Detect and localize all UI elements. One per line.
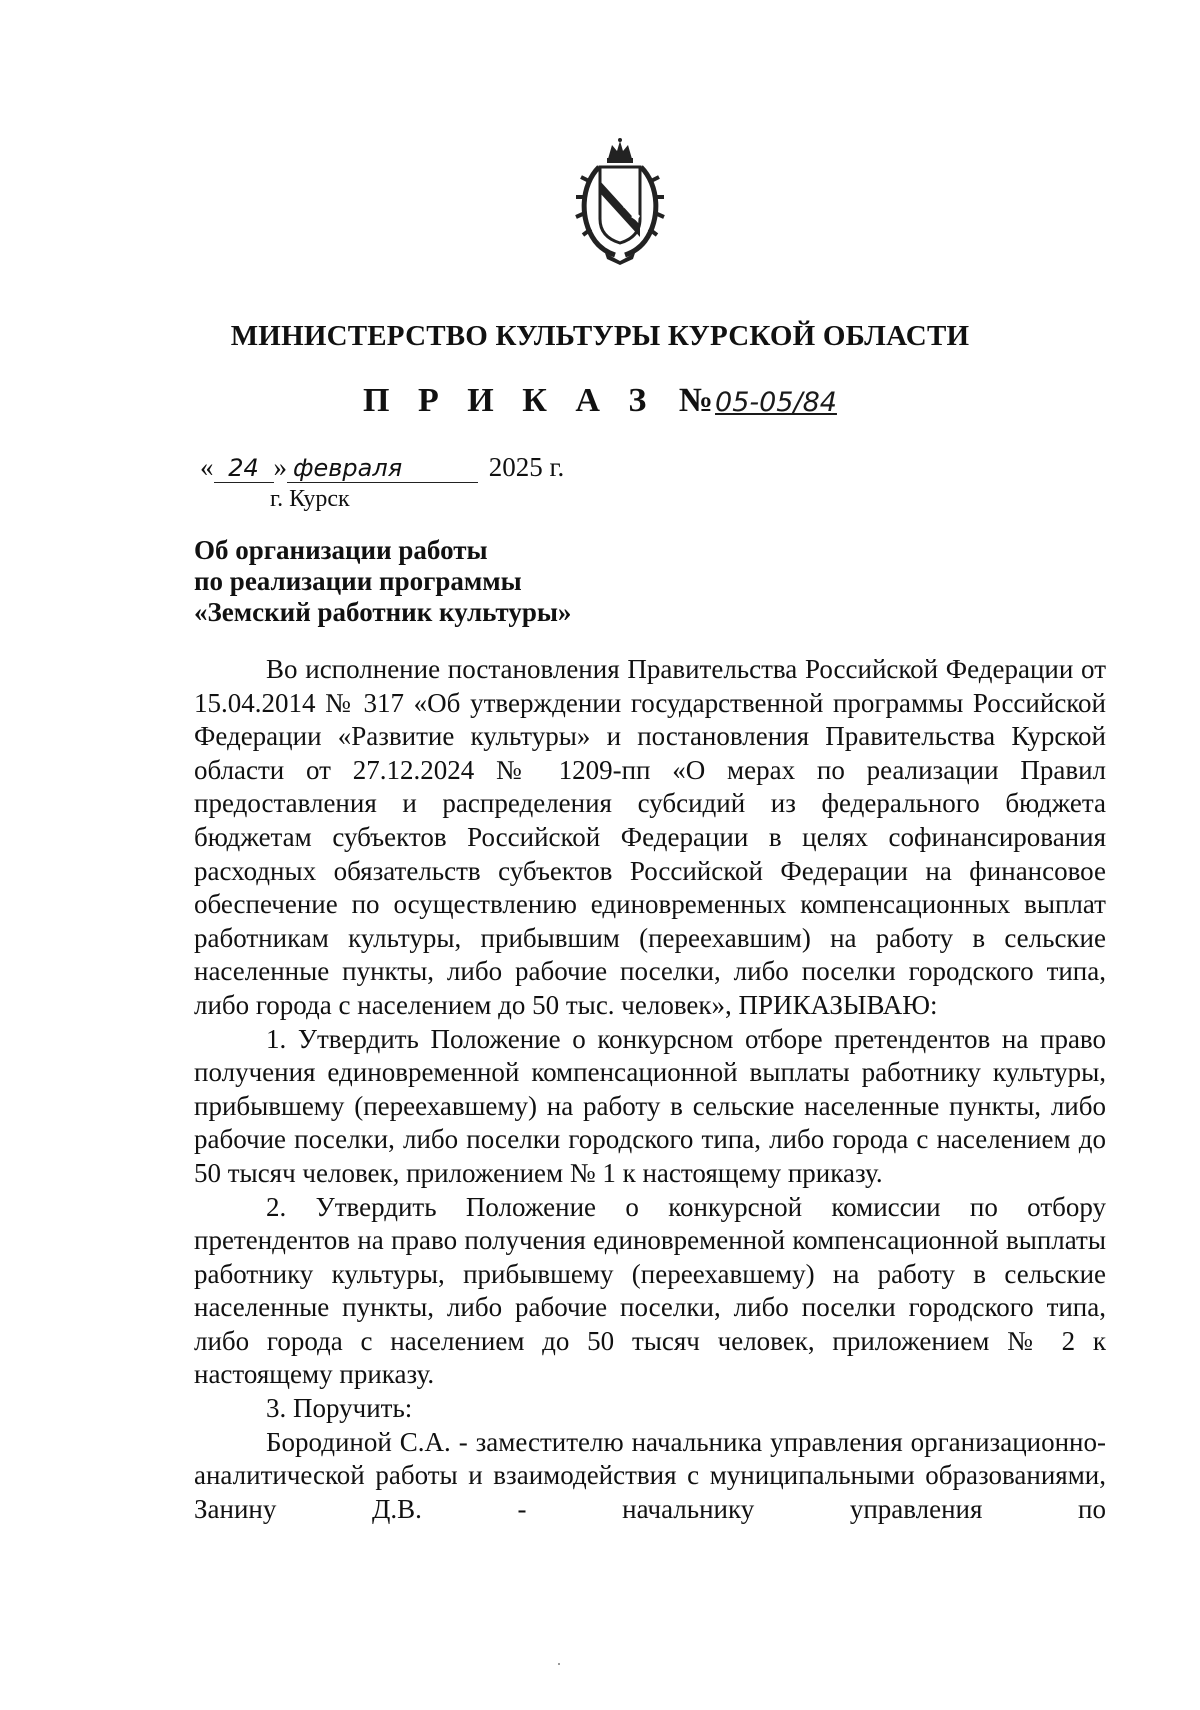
date-month: февраля <box>287 454 478 483</box>
order-number: 05-05/84 <box>715 387 837 418</box>
order-body <box>194 653 1106 1526</box>
order-date <box>200 452 564 483</box>
date-open-quote: « <box>200 452 214 482</box>
number-sign: № <box>678 382 714 419</box>
item-2-paragraph: 2. Утвердить Положение о конкурсной комиссии по отбору претендентов на право получения единовременной компенсационной выплаты работнику культуры, прибывшему (переехавшему) на работу в сельские населенные пункты, либо рабочие поселки, либо поселки городского типа, либо города с населением до 50 тысяч человек, приложением № 2 к настоящему приказу. <box>194 1191 1106 1390</box>
order-word: П Р И К А З <box>363 382 657 419</box>
order-title <box>0 382 1200 420</box>
item-3-text-paragraph: Бородиной С.А. - заместителю начальника управления организационно-аналитической работы и взаимодействия с муниципальными образованиями, Занину Д.В. - начальнику управления по <box>194 1426 1106 1524</box>
city: г. Курск <box>270 486 350 512</box>
page-mark <box>558 1663 560 1665</box>
preamble-paragraph: Во исполнение постановления Правительства Российской Федерации от 15.04.2014 № 317 «Об утверждении государственной программы Российской Федерации «Развитие культуры» и постановления Правительства Курской области от 27.12.2024 № 1209-пп «О мерах по реализации Правил предоставления и распределения субсидий из федерального бюджета бюджетам субъектов Российской Федерации в целях софинансирования расходных обязательств субъектов Российской Федерации на финансовое обеспечение по осуществлению единовременных компенсационных выплат работникам культуры, прибывшим (переехавшим) на работу в сельские населенные пункты, либо рабочие поселки, либо поселки городского типа, либо города с населением до 50 тыс. человек», ПРИКАЗЫВАЮ: <box>194 654 1106 1020</box>
subject-line: Об организации работы <box>194 535 488 565</box>
ministry-name: МИНИСТЕРСТВО КУЛЬТУРЫ КУРСКОЙ ОБЛАСТИ <box>230 320 970 352</box>
subject-line: «Земский работник культуры» <box>194 597 572 627</box>
date-day: 24 <box>214 454 274 483</box>
date-year: 2025 г. <box>488 452 565 482</box>
item-1-paragraph: 1. Утвердить Положение о конкурсном отборе претендентов на право получения единовременной компенсационной выплаты работнику культуры, прибывшему (переехавшему) на работу в сельские населенные пункты, либо рабочие поселки, либо поселки городского типа, либо города с населением до 50 тысяч человек, приложением № 1 к настоящему приказу. <box>194 1023 1106 1188</box>
item-3-paragraph: 3. Поручить: <box>266 1393 413 1424</box>
date-close-quote: » <box>273 452 287 482</box>
order-subject <box>194 535 571 628</box>
coat-of-arms-icon <box>575 137 665 267</box>
subject-line: по реализации программы <box>194 566 522 596</box>
